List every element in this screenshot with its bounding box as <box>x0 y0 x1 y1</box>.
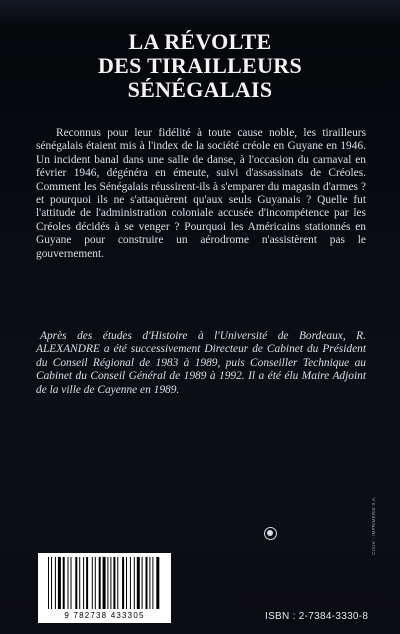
barcode <box>38 553 171 623</box>
book-title <box>0 30 400 102</box>
publisher-logo-icon <box>264 527 277 540</box>
barcode-digits: 9 782738 433305 <box>64 611 145 620</box>
title-line: SÉNÉGALAIS <box>127 77 273 102</box>
side-credit: COUV. : IMPRIMERIE S.A. <box>371 496 376 555</box>
isbn: ISBN : 2-7384-3330-8 <box>265 611 369 622</box>
barcode-bars <box>38 553 171 611</box>
title-line: DES TIRAILLEURS <box>97 53 302 78</box>
title-line: LA RÉVOLTE <box>128 29 272 54</box>
book-summary: Reconnus pour leur fidélité à toute cause noble, les tirailleurs sénégalais étaient mis à l'index de la société créole en Guyane en 1946. Un incident banal dans une salle de danse, à l'occasion du carnaval en février 1946, dégénéra en émeute, suivi d'assassinats de Créoles. Comment les Sénégalais réussirent-ils à s'emparer du magasin d'armes ? et pourquoi ils ne s'attaquèrent qu'aux seuls Guyanais ? Quelle fut l'attitude de l'administration coloniale accusée d'incompétence par les Créoles décidés à se venger ? Pourquoi les Américains stationnés en Guyane pour construire un aérodrome n'assistèrent pas le gouvernement. <box>36 127 366 260</box>
author-biography: Après des études d'Histoire à l'Université de Bordeaux, R. ALEXANDRE a été successivement Directeur de Cabinet du Président du Conseil Régional de 1983 à 1989, puis Conseiller Technique au Cabinet du Conseil Général de 1989 à 1992. Il a été élu Maire Adjoint de la ville de Cayenne en 1989. <box>36 330 366 396</box>
